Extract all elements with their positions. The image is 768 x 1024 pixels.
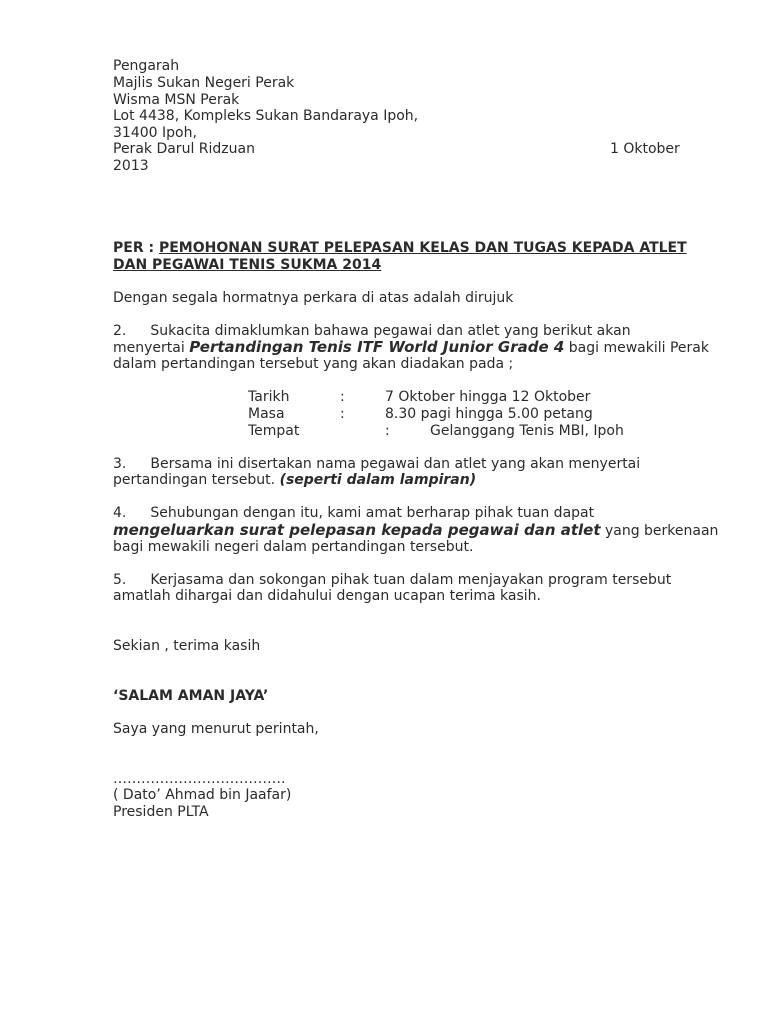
detail-value-date: 7 Oktober hingga 12 Oktober [385, 389, 591, 405]
paragraph-3-line-2: pertandingan tersebut. (seperti dalam lampiran) [113, 472, 477, 488]
paragraph-2-line-2: menyertai Pertandingan Tenis ITF World Junior Grade 4 bagi mewakili Perak [113, 338, 709, 356]
attachment-note: (seperti dalam lampiran) [279, 472, 477, 488]
paragraph-2-line-1: 2. Sukacita dimaklumkan bahawa pegawai dan atlet yang berikut akan [113, 323, 631, 339]
paragraph-5-line-2: amatlah dihargai dan didahului dengan ucapan terima kasih. [113, 588, 541, 604]
signature-line: ………………………………. [113, 771, 286, 787]
detail-sep-time: : [340, 406, 345, 422]
greeting: Dengan segala hormatnya perkara di atas adalah dirujuk [113, 290, 514, 306]
letter-date-day-month: 1 Oktober [610, 141, 680, 157]
detail-value-venue: Gelanggang Tenis MBI, Ipoh [430, 423, 624, 439]
recipient-street: Lot 4438, Kompleks Sukan Bandaraya Ipoh, [113, 108, 419, 124]
paragraph-5-number: 5. [113, 572, 127, 588]
tournament-name: Pertandingan Tenis ITF World Junior Grade 4 [189, 338, 565, 356]
recipient-title: Pengarah [113, 58, 180, 74]
paragraph-4-line-3: bagi mewakili negeri dalam pertandingan tersebut. [113, 539, 474, 555]
detail-sep-venue: : [385, 423, 390, 439]
paragraph-2-line-3: dalam pertandingan tersebut yang akan diadakan pada ; [113, 356, 514, 372]
detail-label-time: Masa [248, 406, 285, 422]
paragraph-4-line-2: mengeluarkan surat pelepasan kepada pegawai dan atlet yang berkenaan [113, 521, 719, 539]
motto: ‘SALAM AMAN JAYA’ [113, 688, 269, 704]
detail-value-time: 8.30 pagi hingga 5.00 petang [385, 406, 593, 422]
signoff: Saya yang menurut perintah, [113, 721, 319, 737]
paragraph-2-number: 2. [113, 323, 127, 339]
paragraph-3-line-1: 3. Bersama ini disertakan nama pegawai dan atlet yang akan menyertai [113, 456, 641, 472]
paragraph-5-line-1: 5. Kerjasama dan sokongan pihak tuan dalam menjayakan program tersebut [113, 572, 672, 588]
detail-label-venue: Tempat [248, 423, 300, 439]
paragraph-4-line-1: 4. Sehubungan dengan itu, kami amat berharap pihak tuan dapat [113, 505, 595, 521]
paragraph-4-number: 4. [113, 505, 127, 521]
recipient-state: Perak Darul Ridzuan [113, 141, 255, 157]
subject-title-1: PEMOHONAN SURAT PELEPASAN KELAS DAN TUGAS KEPADA ATLET [158, 240, 687, 256]
detail-sep-date: : [340, 389, 345, 405]
letter-date-year: 2013 [113, 158, 149, 174]
recipient-org: Majlis Sukan Negeri Perak [113, 75, 295, 91]
paragraph-3-number: 3. [113, 456, 127, 472]
detail-label-date: Tarikh [248, 389, 290, 405]
subject-title-2: DAN PEGAWAI TENIS SUKMA 2014 [113, 257, 382, 273]
subject-line-1 [113, 240, 687, 257]
closing: Sekian , terima kasih [113, 638, 261, 654]
signer-name: ( Dato’ Ahmad bin Jaafar) [113, 787, 292, 803]
signer-position: Presiden PLTA [113, 804, 209, 820]
release-request: mengeluarkan surat pelepasan kepada pegawai dan atlet [113, 521, 601, 539]
recipient-building: Wisma MSN Perak [113, 92, 240, 108]
subject-prefix: PER : [113, 240, 159, 256]
recipient-postcode: 31400 Ipoh, [113, 125, 197, 141]
